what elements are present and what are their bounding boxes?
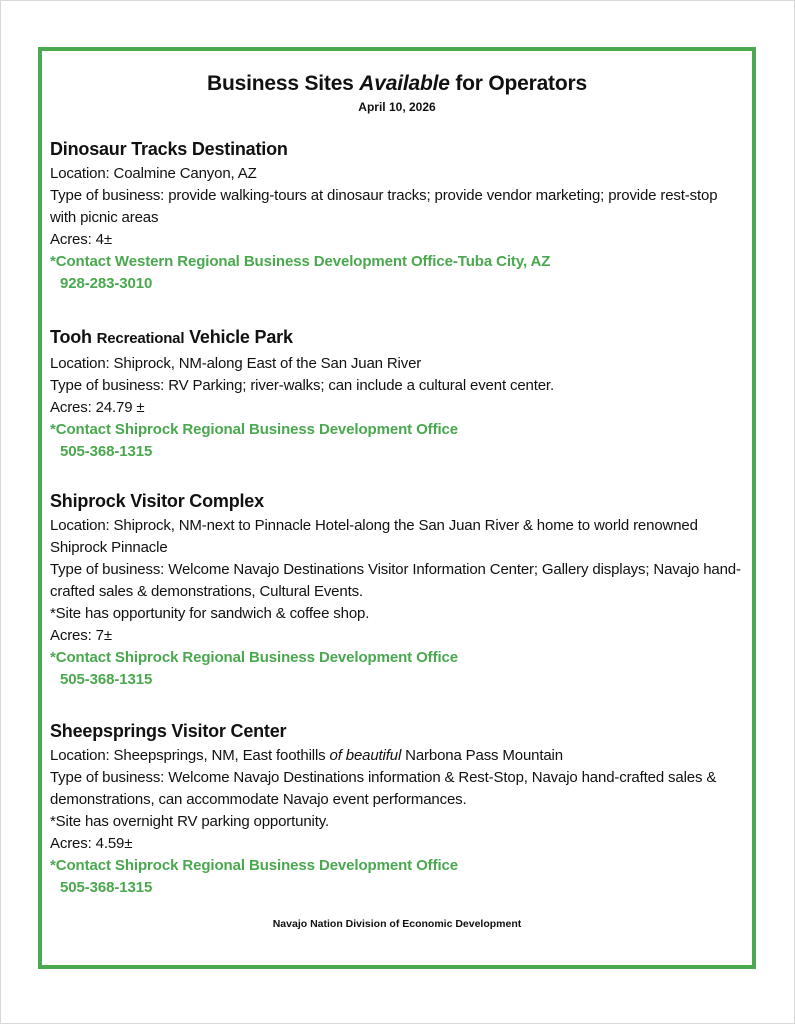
location-part: Narbona Pass Mountain [401, 747, 563, 764]
site-dinosaur-tracks [50, 137, 746, 295]
title-emphasis: Available [359, 72, 450, 95]
site-title-part-small: Recreational [96, 330, 185, 347]
site-contact: *Contact Western Regional Business Development Office-Tuba City, AZ [50, 253, 551, 270]
location-emphasis: of beautiful [329, 747, 402, 764]
footer-organization: Navajo Nation Division of Economic Development [272, 918, 522, 930]
site-acres: Acres: 7± [50, 627, 112, 644]
site-phone: 505-368-1315 [60, 671, 153, 688]
location-part: Location: Sheepsprings, NM, East foothills [50, 747, 330, 764]
page-title [42, 71, 752, 97]
site-title-part: Tooh [50, 327, 97, 347]
site-tooh-rv-park [50, 325, 746, 463]
site-contact: *Contact Shiprock Regional Business Development Office [50, 857, 459, 874]
site-title: Dinosaur Tracks Destination [50, 139, 288, 159]
site-business-type: Type of business: Welcome Navajo Destinations information & Rest-Stop, Navajo hand-crafted sales & demonstrations, can accommodate Navajo event performances. [50, 769, 717, 808]
site-business-type: Type of business: provide walking-tours at dinosaur tracks; provide vendor marketing; provide rest-stop with picnic areas [50, 187, 718, 226]
site-note: *Site has overnight RV parking opportunity. [50, 813, 329, 830]
document-date: April 10, 2026 [358, 100, 436, 114]
site-acres: Acres: 4.59± [50, 835, 133, 852]
green-border-frame [38, 47, 756, 969]
site-location [50, 745, 746, 767]
site-phone: 505-368-1315 [60, 443, 153, 460]
site-location: Location: Coalmine Canyon, AZ [50, 165, 257, 182]
site-location: Location: Shiprock, NM-next to Pinnacle Hotel-along the San Juan River & home to world renowned Shiprock Pinnacle [50, 517, 698, 556]
site-business-type: Type of business: RV Parking; river-walks; can include a cultural event center. [50, 377, 554, 394]
document-header [42, 71, 752, 115]
site-title-part: Vehicle Park [184, 327, 293, 347]
site-business-type: Type of business: Welcome Navajo Destinations Visitor Information Center; Gallery displays; Navajo hand-crafted sales & demonstrations, Cultural Events. [50, 561, 741, 600]
site-contact: *Contact Shiprock Regional Business Development Office [50, 649, 459, 666]
site-note: *Site has opportunity for sandwich & coffee shop. [50, 605, 370, 622]
site-shiprock-visitor-complex [50, 489, 746, 691]
site-sheepsprings-visitor-center [50, 719, 746, 899]
site-acres: Acres: 4± [50, 231, 112, 248]
site-phone: 505-368-1315 [60, 879, 153, 896]
title-part-1: Business Sites [207, 72, 360, 95]
title-part-2: for Operators [449, 72, 587, 95]
site-title [50, 325, 746, 351]
site-title: Sheepsprings Visitor Center [50, 721, 287, 741]
site-acres: Acres: 24.79 ± [50, 399, 145, 416]
site-title: Shiprock Visitor Complex [50, 491, 264, 511]
site-location: Location: Shiprock, NM-along East of the San Juan River [50, 355, 422, 372]
site-contact: *Contact Shiprock Regional Business Development Office [50, 421, 459, 438]
site-phone: 928-283-3010 [60, 275, 153, 292]
